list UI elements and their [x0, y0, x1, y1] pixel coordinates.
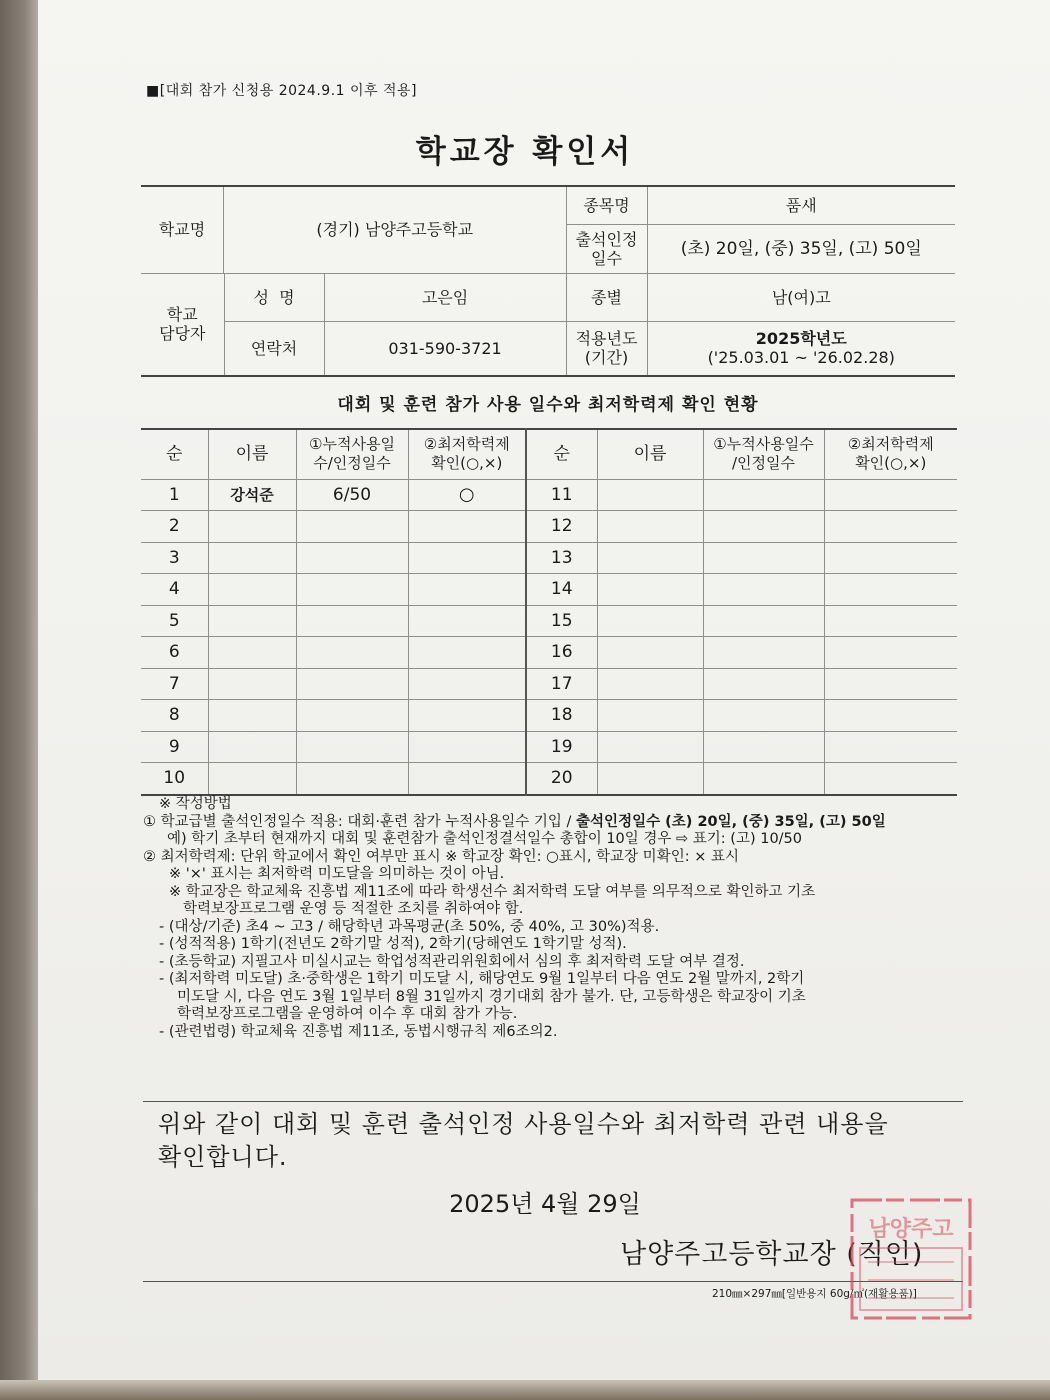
- header-days-line2: 수/인정일수: [313, 454, 391, 473]
- row-no: 4: [141, 574, 208, 606]
- row-no: 8: [141, 700, 208, 732]
- note-3: ※ '×' 표시는 최저학력 미도달을 의미하는 것이 아님.: [169, 866, 505, 882]
- row-no: 1: [141, 479, 208, 511]
- note-4-cont: 학력보장프로그램 운영 등 적절한 조치를 취하여야 함.: [183, 901, 524, 917]
- row-name-right: [597, 479, 703, 511]
- row-no-right: 17: [526, 668, 597, 700]
- row-name-right: [597, 700, 703, 732]
- row-no: 3: [141, 542, 208, 574]
- signer-name: 남양주고등학교장 (직인): [620, 1239, 924, 1270]
- row-name: [208, 763, 296, 795]
- instructions: [143, 796, 963, 1041]
- row-name: [208, 637, 296, 669]
- confirmation-text: [158, 1108, 958, 1174]
- school-label: 학교명: [141, 187, 224, 273]
- row-min-right: [824, 511, 957, 543]
- row-name: [208, 574, 296, 606]
- row-days: [296, 731, 408, 763]
- header-min-right: [824, 429, 957, 479]
- row-no-right: 16: [526, 637, 597, 669]
- name-label: 성 명: [224, 274, 324, 322]
- row-days-right: [703, 479, 824, 511]
- row-min-right: [824, 574, 957, 606]
- detail-1: - (대상/기준) 초4 ~ 고3 / 해당학년 과목평균(초 50%, 중 40%, 고 30%)적용.: [159, 918, 660, 935]
- note-1-text: ① 학교급별 출석인정일수 적용: 대회·훈련 참가 누적사용일수 기입 /: [143, 813, 577, 830]
- header-min-line2: 확인(○,×): [431, 454, 503, 473]
- note-1-example: 예) 학기 초부터 현재까지 대회 및 훈련참가 출석인정결석일수 총합이 10일 경우 ⇨ 표기: (고) 10/50: [167, 831, 803, 847]
- header-min-right-line1: ②최저학력제: [847, 434, 934, 453]
- row-days-right: [703, 700, 824, 732]
- document-title: 학교장 확인서: [415, 134, 635, 170]
- row-days-right: [703, 668, 824, 700]
- row-name-right: [597, 542, 703, 574]
- event-value: 품새: [647, 186, 955, 225]
- gender-label: 종별: [566, 274, 647, 322]
- gender-value: 남(여)고: [647, 274, 955, 322]
- row-days: [296, 668, 408, 700]
- note-2: ② 최저학력제: 단위 학교에서 확인 여부만 표시 ※ 학교장 확인: ○표시, 학교장 미확인: × 표시: [143, 848, 739, 865]
- year-value: [647, 322, 955, 376]
- header-days-right-line1: ①누적사용일수: [713, 434, 814, 453]
- contact-value: 031-590-3721: [324, 322, 566, 376]
- school-value: (경기) 남양주고등학교: [316, 220, 474, 240]
- row-name-right: [597, 637, 703, 669]
- row-name-right: [597, 668, 703, 700]
- table-row: [141, 763, 957, 795]
- manager-label-line1: 학교: [166, 305, 198, 325]
- row-days: [296, 605, 408, 637]
- row-days: [296, 700, 408, 732]
- row-no-right: 18: [526, 700, 597, 732]
- year-value-line1: 2025학년도: [755, 329, 847, 349]
- row-no-right: 20: [526, 763, 597, 795]
- divider-top: [143, 1101, 963, 1102]
- participation-table: [141, 428, 957, 796]
- row-no: 7: [141, 668, 208, 700]
- manager-label: [141, 274, 224, 376]
- row-name: [208, 542, 296, 574]
- row-no-right: 19: [526, 731, 597, 763]
- header-name-right: 이름: [597, 429, 703, 479]
- header-no-right: 순: [526, 429, 597, 479]
- seal-text: 남양주고: [868, 1217, 954, 1242]
- row-min: [408, 542, 526, 574]
- row-no: 5: [141, 605, 208, 637]
- row-min: [408, 700, 526, 732]
- row-min: [408, 574, 526, 606]
- row-days-right: [703, 542, 824, 574]
- row-days: [296, 542, 408, 574]
- row-days: [296, 637, 408, 669]
- table-row: [141, 511, 957, 543]
- row-min: ○: [408, 479, 526, 511]
- row-days: [296, 763, 408, 795]
- table-row: [141, 542, 957, 574]
- manager-label-line2: 담당자: [159, 324, 206, 344]
- period-value: ('25.03.01 ~ '26.02.28): [707, 348, 895, 368]
- row-min: [408, 511, 526, 543]
- detail-2: - (성적적용) 1학기(전년도 2학기말 성적), 2학기(당해연도 1학기말 성적).: [159, 936, 627, 952]
- divider-bottom: [143, 1281, 963, 1282]
- row-min: [408, 763, 526, 795]
- year-label-line1: 적용년도: [575, 329, 638, 349]
- row-min-right: [824, 605, 957, 637]
- year-label-line2: (기간): [584, 348, 629, 368]
- table-row: [141, 668, 957, 700]
- row-name-right: [597, 763, 703, 795]
- row-days-right: [703, 605, 824, 637]
- row-name: [208, 511, 296, 543]
- table-header-row: [141, 429, 957, 479]
- confirmation-line1: 위와 같이 대회 및 훈련 출석인정 사용일수와 최저학력 관련 내용을: [158, 1110, 889, 1138]
- row-name-right: [597, 574, 703, 606]
- attendance-value: (초) 20일, (중) 35일, (고) 50일: [647, 225, 955, 274]
- detail-3: - (초등학교) 지필고사 미실시교는 학업성적관리위원회에서 심의 후 최저학력 도달 여부 결정.: [159, 953, 745, 970]
- row-name: 강석준: [208, 479, 296, 511]
- attendance-label-line2: 일수: [591, 249, 622, 269]
- detail-4-cont2: 학력보장프로그램을 운영하여 이수 후 대회 참가 가능.: [177, 1006, 518, 1022]
- table-row: [141, 731, 957, 763]
- school-cell: [141, 186, 566, 274]
- row-days: [296, 511, 408, 543]
- row-no-right: 15: [526, 605, 597, 637]
- notes-heading: ※ 작성방법: [159, 796, 232, 812]
- row-days-right: [703, 574, 824, 606]
- desk-bottom-edge: [0, 1380, 1050, 1400]
- row-min: [408, 668, 526, 700]
- row-no: 9: [141, 731, 208, 763]
- row-days-right: [703, 637, 824, 669]
- row-days-right: [703, 511, 824, 543]
- row-min: [408, 731, 526, 763]
- row-name: [208, 605, 296, 637]
- row-days-right: [703, 731, 824, 763]
- detail-4-cont1: 미도달 시, 다음 연도 3월 1일부터 8월 31일까지 경기대회 참가 불가. 단, 고등학생은 학교장이 기초: [177, 988, 806, 1005]
- row-days: 6/50: [296, 479, 408, 511]
- table-row: [141, 637, 957, 669]
- header-days-right-line2: /인정일수: [731, 454, 795, 473]
- issue-date: 2025년 4월 29일: [449, 1190, 641, 1218]
- header-name: 이름: [208, 429, 296, 479]
- row-no-right: 13: [526, 542, 597, 574]
- event-label: 종목명: [566, 186, 647, 225]
- row-name-right: [597, 511, 703, 543]
- row-min: [408, 605, 526, 637]
- header-no: 순: [141, 429, 208, 479]
- confirmation-line2: 확인합니다.: [158, 1143, 288, 1171]
- header-min: [408, 429, 526, 479]
- row-min-right: [824, 763, 957, 795]
- header-days-line1: ①누적사용일: [309, 434, 395, 453]
- name-value: 고은임: [324, 274, 566, 322]
- header-note: ■[대회 참가 신청용 2024.9.1 이후 적용]: [146, 83, 418, 99]
- section-title: 대회 및 훈련 참가 사용 일수와 최저학력제 확인 현황: [337, 395, 759, 415]
- detail-5: - (관련법령) 학교체육 진흥법 제11조, 동법시행규칙 제6조의2.: [159, 1023, 558, 1040]
- note-4: ※ 학교장은 학교체육 진흥법 제11조에 따라 학생선수 최저학력 도달 여부를 의무적으로 확인하고 기초: [169, 883, 816, 900]
- row-name: [208, 668, 296, 700]
- table-body: [141, 479, 957, 795]
- header-days-right: [703, 429, 824, 479]
- row-no-right: 12: [526, 511, 597, 543]
- attendance-label: [566, 225, 647, 274]
- row-no-right: 14: [526, 574, 597, 606]
- row-min-right: [824, 668, 957, 700]
- row-min-right: [824, 637, 957, 669]
- row-min-right: [824, 542, 957, 574]
- row-min-right: [824, 731, 957, 763]
- row-min-right: [824, 700, 957, 732]
- header-min-line1: ②최저학력제: [423, 434, 510, 453]
- attendance-label-line1: 출석인정: [575, 229, 638, 249]
- row-no: 2: [141, 511, 208, 543]
- table-row: [141, 605, 957, 637]
- row-name: [208, 731, 296, 763]
- row-min-right: [824, 479, 957, 511]
- row-name: [208, 700, 296, 732]
- info-table: [141, 185, 955, 377]
- table-row: [141, 574, 957, 606]
- row-no: 10: [141, 763, 208, 795]
- detail-4: - (최저학력 미도달) 초·중학생은 1학기 미도달 시, 해당연도 9월 1일부터 다음 연도 2월 말까지, 2학기: [159, 971, 805, 987]
- paper-spec: 210㎜×297㎜[일반용지 60g/㎡(재활용품)]: [712, 1288, 917, 1300]
- header-days: [296, 429, 408, 479]
- table-row: [141, 479, 957, 511]
- header-min-right-line2: 확인(○,×): [855, 454, 927, 473]
- official-seal-stamp: [848, 1196, 974, 1322]
- note-1-bold: 출석인정일수 (초) 20일, (중) 35일, (고) 50일: [576, 813, 886, 830]
- year-label: [566, 322, 647, 376]
- row-name-right: [597, 731, 703, 763]
- contact-label: 연락처: [224, 322, 324, 376]
- row-days: [296, 574, 408, 606]
- row-min: [408, 637, 526, 669]
- row-no-right: 11: [526, 479, 597, 511]
- row-days-right: [703, 763, 824, 795]
- table-row: [141, 700, 957, 732]
- row-name-right: [597, 605, 703, 637]
- row-no: 6: [141, 637, 208, 669]
- note-1: [143, 814, 963, 832]
